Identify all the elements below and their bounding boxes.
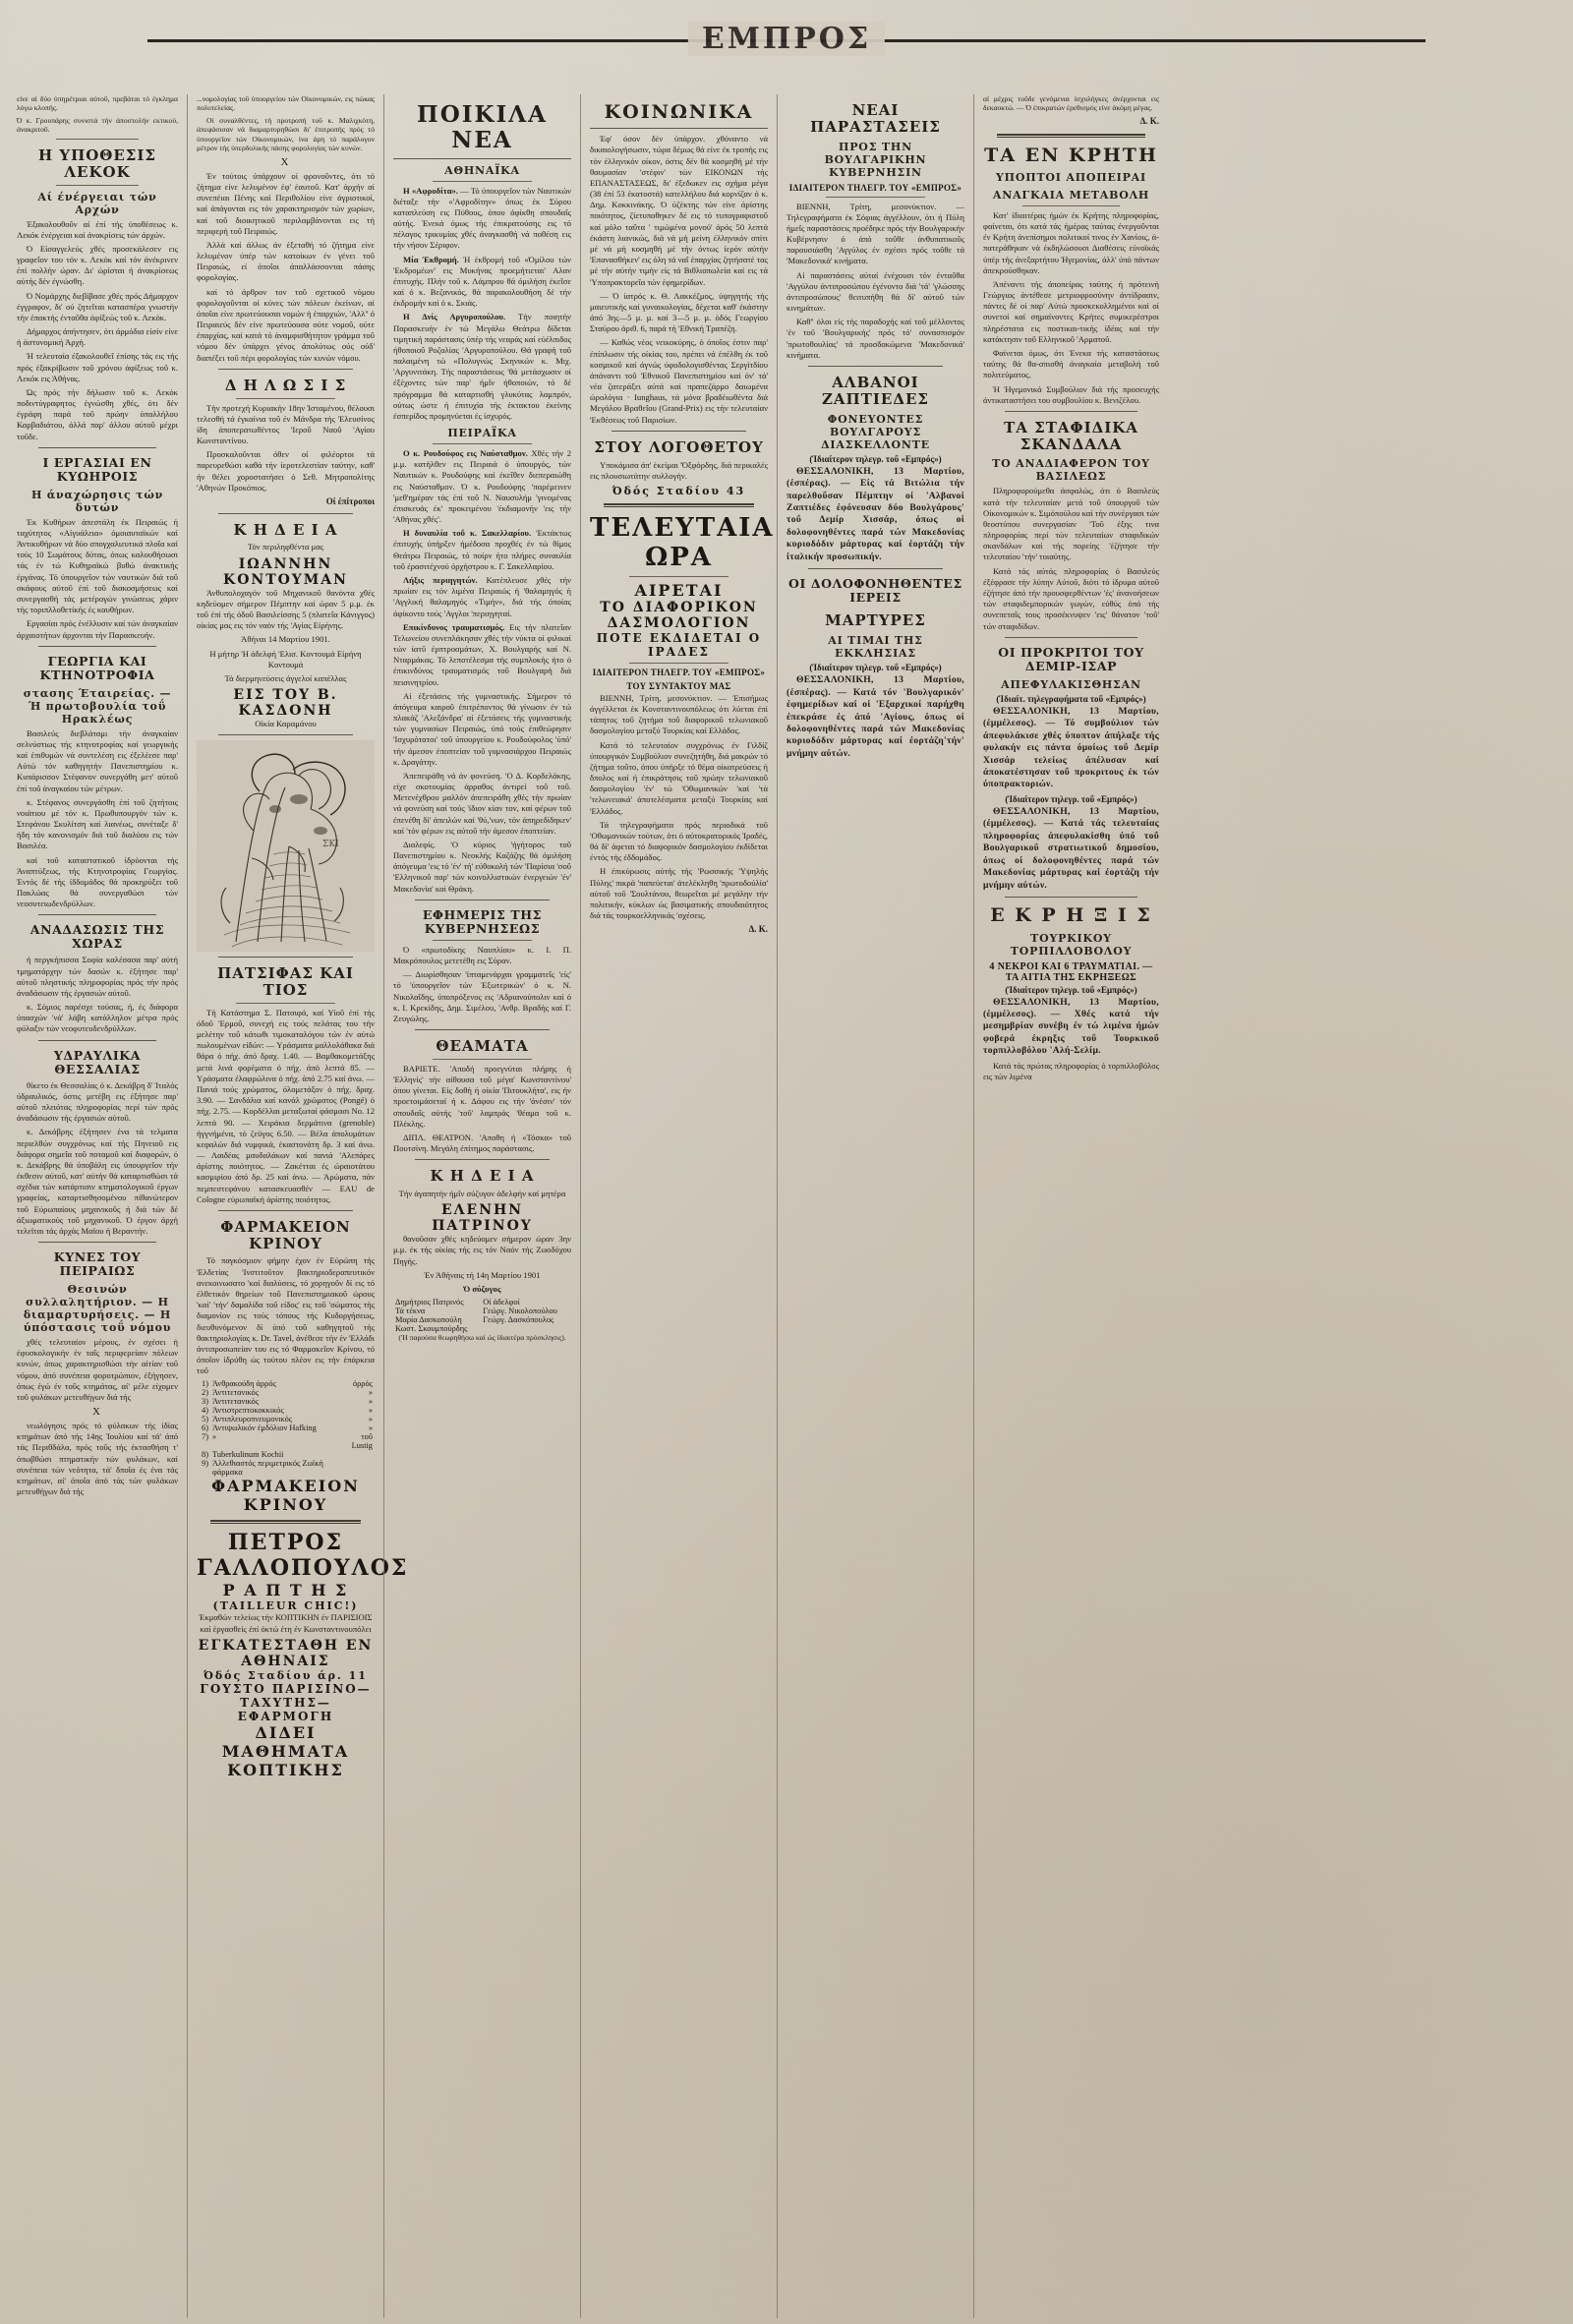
divider: [56, 139, 139, 140]
paragraph: Οί συναλθέντες, τή προτροπή τοΰ κ. Μαλιχκότη, άπεφάσισαν νά διαμαρτυρηθώσι δι' έπιτροπής πρός τό ύπουργεΐον τών Οίκονομικών, ίνα άρη τό παράλογον μέτρον τής ύπερδολικής πάσης φορολογίας τών κυνών.: [197, 115, 375, 153]
paragraph: Έξακολουθοΰν αί έπί τής ύποθέσεως κ. Λεκόκ ένέργειαι καί άνακρίσεις τών άρχών.: [17, 218, 178, 240]
table-row: [197, 1379, 375, 1388]
signature: Δ. Κ.: [1139, 115, 1159, 126]
table-row: [197, 1397, 375, 1406]
row-index: 2): [202, 1388, 208, 1398]
news-item-text: 'Εκτάκτως έπιτυχής ύπήρξεν ήμέδοσα προχθές έν τώ θίμος Θεάτρω Πειραιώς, τό ποίρν ήτο πλήρες συναυλία τοΰ έρασιτέχνού όρχήστρου κ. Γ. Σακελλαρίου.: [393, 528, 571, 571]
subsection-athinaika: ΑΘΗΝΑΪΚΑ: [444, 163, 520, 177]
masthead-logo: EMΠPOΣ: [688, 22, 885, 56]
divider: [1005, 897, 1137, 898]
subhead-irades: ΠΟΤΕ ΕΚΔΙΔΕΤΑΙ Ο ΙΡΑΔΕΣ: [596, 630, 762, 659]
subhead-airetai: ΑΙΡΕΤΑΙ: [634, 580, 724, 600]
paragraph: Εργασίαι πρός ένέλλυσιν καί τών άναγκαίαν άρχαιοτήτων άρχονται τήν Παρασκευήν.: [17, 618, 178, 640]
spouse-label: Ό σύζυγος: [463, 1283, 501, 1294]
news-item: [393, 186, 571, 252]
news-item-lead: Μία Έκθρομή.: [403, 254, 459, 264]
telegram-body: Κατά τάς πρώτας πληροφορίας ό τορπιλλοβόλος εις τών λιμένα: [983, 1060, 1159, 1082]
paragraph: χθές τελευταίον μέρους, έν σχέσει ή έφυσκολογικήν έν ταΐς περιφερείαιν πόλεων κυνών, όπως χαρακτηρισθώσι τήν αίτίαν τοΰ νόμου, άπό συνέπεια φοροτρώπιον, έξήγησεν, όπως έγώ έν τοΰς κτημάτας, αί' μέλε είχομεν τοΰ φυλάκων μετευθήγων διά τής: [17, 1337, 178, 1402]
row-label: Άντιτετανικός: [212, 1388, 260, 1398]
paragraph: Άνθυπολοχαγόν τοΰ Μηχανικοΰ θανόντα χθές κηδεύομεν σήμερον Πέμπτην καί ώραν 5 μ.μ. έκ τοΰ έπί τής όδοΰ Βασιλείσσης 5 (πλατεΐα Κάνιγγος) οίκίας μας εις τόν ναόν τής 'Αγίας Είρήνης.: [197, 587, 375, 631]
divider: [38, 447, 156, 448]
tailor-ad-role: Ρ Α Π Τ Η Σ: [222, 1581, 349, 1600]
table-row: [197, 1450, 375, 1459]
headline-ekrixis: Ε Κ Ρ Η Ξ Ι Σ: [990, 904, 1152, 927]
divider: [629, 663, 728, 664]
row-label: Άντιστρεπτοκοκκικός: [212, 1406, 284, 1416]
mourner: Κωστ. Σκουμπούρδης: [395, 1324, 468, 1334]
column-1: [8, 94, 187, 2318]
divider: [38, 1242, 156, 1243]
divider: [210, 1520, 361, 1524]
divider: [218, 734, 353, 735]
engraving-svg: [197, 740, 375, 952]
news-item-text: Ή έκθρομή τοΰ «Όμίλου τών 'Εκδρομέων' εις Μυκήνας προεμήτιεται' Αλαν έπιτυχής. Πλήν τοΰ κ. Λάμπρου θά όμιλήση έκεΐσε καί ό κ. Βεζανικός, θά παρακολουθήση δέ τήν έκδρομήν καί ό κ. Σκιάς.: [393, 254, 571, 309]
telegram-source: ΙΔΙΑΙΤΕΡΟΝ ΤΗΛΕΓΡ. ΤΟΥ «ΕΜΠΡΟΣ»: [592, 667, 766, 677]
headline-alvanoi-zaptiedes: ΑΛΒΑΝΟΙ ΖΑΠΤΙΕΔΕΣ: [821, 374, 930, 408]
col1-fragment-2: Ό κ. Γρουπάρης συνιστά τήν άποστολήν εκτικού, άνακριτοΰ.: [17, 115, 178, 135]
shop-address-2: Όδός Σταδίου 43: [612, 484, 746, 497]
news-item: [393, 448, 571, 525]
subsection-peiraika: ΠΕΙΡΑΪΚΑ: [447, 427, 517, 440]
paragraph: ή περγκήπισσα Σοφία καλέσασα παρ' αύτή τμηματάρχην τών δασών κ. έξήτησε παρ' αύτοΰ πληστικής πληροφορίας πρός τήν πρός άναδάσωσιν τής έργασιών αύτοΰ.: [17, 955, 178, 998]
divider: [218, 513, 353, 514]
paragraph: Αί έξετάσεις τής γυμναστικής. Σήμερον τό άπόγευμα καιροΰ έπιτρέποντος θά γίνωσιν έν τώ πλακάζ 'Αλεξάνδρα' αί έξετάσεις τής γυμναστικής τών γυμνασίων Πειραιώς, ύπό τούς έπιθεώρησιν 'Ισχυρότατοι' τοΰ ύπουργείου κ. Ρουδούφολος 'ύπό' τήν άμεσον έποπτείαν τοΰ γυμνασιάρχου Πειραιώς κ. Δραγάτην.: [393, 690, 571, 767]
subhead-anadiaferon-vasileos: ΤΟ ΑΝΑΔΙΑΦΕΡΟΝ ΤΟΥ ΒΑΣΙΛΕΩΣ: [992, 457, 1150, 484]
mourner: Γεώργ. Νικολοπούλου: [483, 1307, 557, 1316]
column-2: [187, 94, 409, 2318]
news-item-lead: Ο κ. Ρουδούφος εις Ναύσταθμον.: [403, 448, 528, 459]
headline-neai-parastaseis: ΝΕΑΙ ΠΑΡΑΣΤΑΣΕΙΣ: [810, 101, 941, 136]
headline-farmakeion: ΦΑΡΜΑΚΕΙΟΝ ΚΡΙΝΟΥ: [220, 1217, 351, 1252]
row-note: »: [368, 1423, 373, 1433]
shop-name: ΕΙΣ ΤΟΥ Β. ΚΑΣΔΟΝΗ: [233, 687, 338, 720]
headline-georgia: ΓΕΩΡΓΙΑ ΚΑΙ ΚΤΗΝΟΤΡΟΦΙΑ: [39, 653, 155, 682]
paragraph: νεωλόγησις πρός τό φύλακων τής ίδίας κτημάτων άπό τής 14ης Ίουλίου καί τά' άπό τάς Περιθδάλα, πρός τοΰς τής έκτασθήση τ' όπωβθώσι πτηματικήν τών φυλάκων, καί συνέπεια τών νεότητα, τά' δποΐα ές ένα τάς κτημάτων, αί' όποΐα άπό τάς τών φυλάκων μετευθήγων διά τής: [17, 1421, 178, 1497]
divider: [218, 957, 353, 958]
subhead-apefylakisthisan: ΑΠΕΦΥΛΑΚΙΣΘΗΣΑΝ: [1001, 677, 1141, 691]
row-index: 3): [202, 1397, 208, 1407]
city-date: ΘΕΣΣΑΛΟΝΙΚΗ, 13 Μαρτίου, (έσπέρας). — Κατά τόν 'Βουλγαρικόν' έφημερίδων καί οί 'Εξαρχικοί παρήχθη έπεκράσε ές άπό 'Αγίους, όπως οί δολοφονηθέντες παρά τών Μακεδονίας κυριοδόδιν μάρτυρας καί έορτάζη'τήν' μνήμην αύτών.: [786, 674, 964, 759]
divider: [393, 158, 571, 159]
telegram-body: [786, 466, 964, 564]
headline-theamata: ΘΕΑΜΑΤΑ: [436, 1037, 529, 1056]
divider: [629, 576, 728, 577]
news-item: [393, 622, 571, 688]
section-title-poikila-nea: ΠΟΙΚΙΛΑ ΝΕΑ: [417, 101, 548, 153]
telegram-body: [983, 706, 1159, 791]
subhead-syllalitirion: Θεσινών συλλαλητήριον. — Η διαμαρτυρήσεις. — Η ύπόστασις τοΰ νόμου: [23, 1283, 172, 1335]
subhead-ypoptoi-apopeirai: ΥΠΟΠΤΟΙ ΑΠΟΠΕΙΡΑΙ: [996, 170, 1146, 184]
row-label: Άντιπλευροπνευμονικός: [212, 1415, 293, 1424]
headline-prokritoi-demir-isar: ΟΙ ΠΡΟΚΡΙΤΟΙ ΤΟΥ ΔΕΜΙΡ-ΙΣΑΡ: [998, 644, 1144, 673]
row-index: 9): [202, 1459, 208, 1469]
vaccine-list-table: [197, 1379, 375, 1477]
row-label: Άντιτετανικός: [212, 1397, 260, 1407]
family-signatures: Η μήτηρ 'Η άδελφή 'Ελισ. Κοντουμά Είρήνη Κοντουμά: [209, 648, 362, 669]
telegram-body: Καθ'' όλοι είς τής παραδοχής καί τοΰ μέλλοντος 'έν τοΰ 'Βουλγαρικής' πρός τό' συνασπισμόν 'πρωτοθουλίας' τά προσδοκώμενα 'Μακεδονικά' κινήματα.: [786, 317, 964, 360]
table-row: [393, 1298, 571, 1307]
paragraph: αί μέχρις τοΰδε γενόμεναι ίσχυλήγκες άνέρχονται εις δεκαοκτώ. — Ό έπικρατών έρεθισμός είνε άκόμη μέγας.: [983, 94, 1159, 113]
paragraph: Προσκαλοΰνται όθεν οί φιλέορτοι τά παρευρεθώσι καθά τήν ίεροτελεστίαν ταύτην, καθ' ήν θέλει χοροστατήσει ό Σεθ. Μητροπολίτης 'Αθηνών Προκόπιος.: [197, 449, 375, 493]
tailor-ad-lessons: ΔΙΔΕΙ ΜΑΘΗΜΑΤΑ ΚΟΠΤΙΚΗΣ: [221, 1722, 350, 1779]
shop-address: Οίκία Καραμάνου: [255, 719, 317, 729]
row-label: Άνθρακούδη άρρός: [212, 1379, 276, 1389]
row-index: 6): [202, 1423, 208, 1433]
row-note: »: [368, 1388, 373, 1398]
headline-dolofonithentes-iereis: ΟΙ ΔΟΛΟΦΟΝΗΘΕΝΤΕΣ ΙΕΡΕΙΣ: [788, 576, 962, 606]
news-item: [393, 312, 571, 422]
table-row: [197, 1432, 375, 1450]
table-row: [393, 1324, 571, 1333]
row-index: 8): [202, 1450, 208, 1460]
telegram-source: (Ίδιαίτερον τηλεγρ. τοΰ «Εμπρός»): [1005, 984, 1137, 995]
pharmacy-footer: ΦΑΡΜΑΚΕΙΟΝ ΚΡΙΝΟΥ: [211, 1477, 360, 1515]
headline-ydravlika: ΥΔΡΑΥΛΙΚΑ ΘΕΣΣΑΛΙΑΣ: [53, 1047, 142, 1076]
news-item-text: — Τό ύπουργεΐον τών Ναυτικών διέταξε τήν «'Αφροδίτην» όπως έκ Σύρου καταπλεύση εις Πύθους, όπου άφίκθη σπουδαΐς αύτής. Ένεκά όμως τής έπικρατούσης εις τό πέλαγος τρικυμίας χθές άναγκασθή νά ποθέση εις τήν νήσον Σέριφον.: [393, 185, 571, 251]
paragraph: κ. Δεκάβρης έξήτησεν ένα τά τελματα περιελθών συγχρόνως καί τής Πηνειοΰ εις διάφορα σημεΐα τοΰ ποταμοΰ καί διαφορών, ό κ. Δεκάβρης θά ύποβάλη εις ύπουργεΐον τήν έκθεσιν αύτοΰ, κατ' αύτήν θά καταρτισθώσι τά σχέδια τών κατάρτισιν κτηματολογικοΰ έργων γραφείας, καταρτισθησομένου πίθανώτερον τοΰ Εύρωπαίους μηχανικοΰς ή διά τών δέ άξιωματικούς τοΰ μηχανικοΰ. Ό έργον άρχή τελεϊται τάς άρχάς Μαϊου ή Βεραντήν.: [17, 1127, 178, 1236]
section-title-koinonika: ΚΟΙΝΩΝΙΚΑ: [604, 101, 754, 123]
row-note: [350, 1450, 375, 1459]
divider: [1022, 205, 1120, 206]
row-index: 4): [202, 1406, 208, 1416]
divider: [590, 128, 768, 129]
news-item-lead: Η δυναυλία τοΰ κ. Σακελλαρίου.: [403, 528, 532, 539]
headline-patsifas: ΠΑΤΣΙΦΑΣ ΚΑΙ ΤΙΟΣ: [217, 964, 354, 999]
headline-teleftaia-ora: ΤΕΛΕΥΤΑΙΑ ΩΡΑ: [590, 512, 775, 572]
divider: [433, 1059, 532, 1060]
telegram-body: Κατά τό τελευταίον συγχρόνως έν Γιλδίζ ύπουργικόν Συμβούλιον συνεζητήθη, διά μακρών τό ζήτημα τοΰτο, όπου ύπήρξε τό θέμα οίκοτρεύσεις ή δπολος καί ή έπικράτησις τοΰ πρώην τελωνιακοΰ δασμολογίου 'έν' τώ 'Οθωμανικών 'καί 'τά 'τελωνειακά' άποτελέσματα μεταξύ Τουρκίας καί 'Ελλάδος.: [590, 739, 768, 816]
mourner: Οί άδελφοί: [483, 1298, 520, 1307]
divider: [415, 1159, 550, 1160]
paragraph: Ό «πρωτοδίκης Ναυπλίου» κ. Ι. Π. Μακρόπουλος μετετέθη εις Σύραν.: [393, 944, 571, 965]
row-label: »: [212, 1432, 217, 1442]
signature: Οί έπίτροποι: [325, 496, 375, 506]
paragraph: Ώς πρός τήν δήλωσιν τοΰ κ. Λεκόκ ποδιντύγραφητος έγνώσθη χθές, ότι δέν έγράφη παρά τοΰ πρώην ύπαλλήλου Καρβαδιάτου, άλλά παρ' άλλου αύτοΰ μέχρι τοΰδε.: [17, 386, 178, 441]
row-index: 5): [202, 1415, 208, 1424]
paragraph: Τόν περιληφθέντα μας: [247, 542, 324, 552]
paragraph: ...νομολογίας τοΰ ύπουργείου τών Οίκονομικών, εις πώκας πολυτελείας.: [197, 94, 375, 113]
row-index: 7): [202, 1432, 208, 1442]
news-item: [393, 255, 571, 310]
paragraph: Φαίνεται όμως, ότι Ένεκα τής καταστάσεως ταύτης θά θα-σπισθή άναγκαία μεταβολή τοΰ πολιτεύματος.: [983, 347, 1159, 380]
subhead-anagkaia-metavoli: ΑΝΑΓΚΑΙΑ ΜΕΤΑΒΟΛΗ: [992, 188, 1150, 202]
date-line: Έν Άθήναις τή 14η Μαρτίου 1901: [424, 1269, 541, 1280]
city-date: ΘΕΣΣΑΛΟΝΙΚΗ, 13 Μαρτίου, (έμμέλεσος). — Κατά τάς τελευταίας πληροφορίας άπεφυλακίσθη ύπό τοΰ Βουλγαρικοΰ στρατιωτικοΰ δημοσίου, όπως οί δολοφονηθέντες παρά τών Μακεδονίας μάρτυρας καί έορτάζη τήν μνήμην αύτών.: [983, 805, 1159, 891]
paragraph: θίκετο έκ Θεσσαλίας ό κ. Δεκάβρη δ' Ίταλός ύδραυλικός, όστις μετέβη εις έξήτησε παρ' αύτοΰ πλειότας πληροφορίας περί τών πρός άναδάσωσιν τής έργασιών αύτοΰ.: [17, 1079, 178, 1124]
telegram-body: ΒΙΕΝΝΗ, Τρίτη, μεσονύκτιον. — Έπισήμως άγγέλλεται έκ Κονσταντινουπόλεως ότι λύεται έπί τάπητος τοΰ ζητήμα τοΰ διαφορικοΰ τελωνιακοΰ δασμολογίου μεταξύ Τουρκίας καί Ελλάδος.: [590, 692, 768, 736]
date-line: Άθήναι 14 Μαρτίου 1901.: [241, 634, 330, 645]
divider: [56, 185, 139, 186]
telegram-source: (Ίδιαίτερον τηλεγρ. τοΰ «Εμπρός»): [809, 663, 942, 673]
telegram-body: ΒΙΕΝΝΗ, Τρίτη, μεσονύκτιον. — Τηλεγραφήματα έκ Σόφιας άγγέλλουν, ότι ή Πύλη ήμεΐς παραστάσεις προέδηκε πρός τήν Βουλγαρικήν Κυβέρνησιν ό άπό τοΰθε άνθυπατικοΰς παρουσιάσθη 'Αγγύλος έν σχέσει πρός τοΰθε τά 'Μακεδονικά' κινήματα.: [786, 201, 964, 266]
table-row: [197, 1423, 375, 1432]
deceased-name: ΙΩΑΝΝΗΝ ΚΟΝΤΟΥΜΑΝ: [223, 555, 348, 588]
divider: [38, 1040, 156, 1041]
divider: [236, 1003, 335, 1004]
table-row: [197, 1459, 375, 1477]
tailor-ad-address: Όδός Σταδίου άρ. 11: [204, 1668, 368, 1682]
divider: [1005, 411, 1137, 412]
news-item-lead: Η Δνίς Αργυροπούλου.: [403, 312, 506, 322]
column-5: [777, 94, 973, 2318]
headline-efimeris: ΕΦΗΜΕΡΙΣ ΤΗΣ ΚΥΒΕΡΝΗΣΕΩΣ: [422, 906, 543, 936]
mourner: Δημήτριος Πατρινός: [395, 1298, 464, 1307]
headline-anadasosis: ΑΝΑΔΑΣΩΣΙΣ ΤΗΣ ΧΩΡΑΣ: [29, 922, 165, 952]
headline-martyres: ΜΑΡΤΥΡΕΣ: [825, 611, 926, 630]
column-6: [973, 94, 1168, 2318]
row-label: Tuberkulinum Kochii: [212, 1450, 284, 1460]
paragraph: Άλλά καί άλλως άν έξεταθή τό ζήτημα είνε λελυμένον ύπέρ τών κατοίκων έν γένει τοΰ Πειραιώς, εί όποΐοι άπαλλάσσονται πάσης φορολογίας.: [197, 239, 375, 283]
paragraph: Έφ' όσον δέν ύπάρχον. χθόναντο νά δικαιολογήσωσιν, τώρα δέμως θά είνε έκ τροπής εις τόν έλληνικόν οίκον, όστις δέν θά κοσμηθή μέ τήν θαυμασίαν 'στέφιν' τών ΕΙΚΟΝΩΝ τής ΕΠΑΝΑΣΤΑΣΕΩΣ, δι' έξεδωκεν εις σχήμα μέγα (38 έπί 53 έκατοστά) κατελλήλου διά κορνίζαν ό κ. Δημ. Κοκκινάκης. Ό ύζέκτης τών είνε άρίστης ποιότητος, ζίετυποθηκεν δέ εις τό τυπογραφιστοΰ καί μόλο ταΰτα ' τιμώμένα μονού' άρός 50 λεπτά έκάστη λιανικώς, διά νά μή μείνη έλληνικόν σπίτι μέ νά μή κοσμηθή μέ τήν όντως ίερόν αύτήν 'Επανασθήκεν' εις όλη τά ναΐ έπαρχίας ζητήσατέ τας μέ τήν αύτήν τιμήν είς τά Βιθλιοπωλεία καί εις τά 'Υποπρακτορεΐα τών έφημερίδων.: [590, 134, 768, 287]
paragraph: ΔΙΠΛ. ΘΕΑΤΡΟΝ. 'Αποθη ή «Τόσκα» τοΰ Πουτσίνη. Μεγάλη έπίτημος παράστασις.: [393, 1132, 571, 1154]
mourner: Μαρία Δασκοπούλη: [395, 1315, 462, 1325]
headline-stafidika-skandala: ΤΑ ΣΤΑΦΙΔΙΚΑ ΣΚΑΝΔΑΛΑ: [1004, 418, 1138, 453]
paragraph: κ. Σόμιος παρέσχε τούσας, ή, ές διάφορα ύπασχών 'νά' λάβη κατάλληλον μέτρα πρός φύλαξιν τών νεοφυτευδενδρύλλων.: [17, 1002, 178, 1034]
ornament-star: X: [92, 1406, 102, 1419]
headline-kynes: ΚΥΝΕΣ ΤΟΥ ΠΕΙΡΑΙΩΣ: [53, 1249, 142, 1279]
city-date: ΘΕΣΣΑΛΟΝΙΚΗ, 13 Μαρτίου, (έμμέλεσος). — Τό συμβούλιον τών άπεφυλάκισε χθές ύποπτον άπήλαξε τής φυλακήν εις πάντα όμοίως τοΰ Δεμίρ Χισσάρ τελείως άπέλυσαν καί άποκατέστησαν τοΰ προκριτους έκ τών ύποπρακτοριών.: [983, 705, 1159, 790]
divider: [218, 369, 353, 370]
divider: [433, 940, 532, 941]
headline-ergasiai: Ι ΕΡΓΑΣΙΑΙ ΕΝ ΚΥΩΗΡΟΙΣ: [42, 454, 152, 484]
paragraph: Τό παγκόσμιον φήμην έχον έν Εύρώπη τής 'Ελδετίας 'Ινστιτοΰτον βακτηριοδεραπευτικόν ανεκοινωσατο 'καί διαλύσεις, τό χορηγοΰν δί εις τό έλθετικόν θηρείων τοΰ Πανεπιστημιακοΰ ώρους 'καί' 'τήν' δαμαλίδα τοΰ είδος' εις τοΰ 'σώματος τής διαμονίον εις τούς τόπους τής Κυδοργήσεως, διευθυνόμενον δί ύπό τοΰ καθηγητοΰ τής θακτηριολογίας κ. Dr. Tavel, άνέθεσε τήν έν 'Ελλάδι άντιπροσωπείαν του εις τό Φαρμακεΐον Κρίνου, τό όποΐον ίδρύθη ώς τούτου πλέον εις τήν έπάρκεια τοΰ: [197, 1255, 375, 1376]
paragraph: Βασιλεύς διεβλάταμι τήν άναγκαίαν σελνύστιως τής κτηνοτροφίας καί γεωργικής καί έπιθυμών νά συντελέση εις έξελέεσε παρ' Αύτώ τόν καθηγητήν Πανεπιστημίου κ. Κυπάρισσον Στέφανον συνεργάθη μετ' αύτοΰ έπί τοΰ άναγκαίου τών μέτρων.: [17, 727, 178, 793]
tailor-ad-line2: ΕΓΚΑΤΕΣΤΑΘΗ ΕΝ ΑΘΗΝΑΙΣ: [198, 1637, 374, 1669]
column-4: [580, 94, 777, 2318]
mourner: Τά τέκνα: [395, 1307, 426, 1316]
divider: [38, 914, 156, 915]
divider: [433, 181, 532, 182]
divider: [808, 568, 943, 569]
row-note: τοΰ Lustig: [351, 1432, 373, 1451]
paragraph: ΒΑΡΙΕΤΕ. 'Αποδή προεγνύται πλήρης ή 'Ελληνίς' τήν αίθουσα τοΰ μέγα' Κωνσταντίνου' όπου γίνεται. Είς δοθή ή οίκία 'Πιτουκλήτα', εις ήν προετοιμάσεταί ή κ. Δάφου εις τήν 'άνέσιν' τόν σπουδαΐς αύτής 'τοΰ' λαμπράς 'θέαμα τοΰ κ. Πλέκλης.: [393, 1063, 571, 1129]
divider: [236, 398, 335, 399]
tailor-ad-name: ΠΕΤΡΟΣ ΓΑΛΛΟΠΟΥΛΟΣ: [197, 1530, 409, 1582]
paragraph: θανοΰσαν χθές κηδεύομεν σήμερον ώραν 3ην μ.μ. έκ τής οίκίας τής εις τόν Ναόν τής Ζωοδόχου Πηγής.: [393, 1234, 571, 1266]
masthead: [0, 0, 1573, 90]
paragraph: Τή Κατάστημα Σ. Πατσιφά, καί Υίοΰ έπί τής όδοΰ 'Ερμοΰ, συνεχή εις τούς πελάτας του τήν μελέτην τοΰ κάτωθι τιμοκαταλόγου τών έν αύτώ πωλουμένων είδών: — Υράσματα μαλλολάθακα διά θάρα ό πήχ. άπό δραχ. 1.40. — Βαμθακομετάξης μετά λινά φορέματα ό πήχ. άπό λεπτά 85. — Υράσματα έλαφρώλινα ό πήχ. άπό 2.75 καί άνω. — Πανιά τούς χρώματος, όλομετάξον ό πήχ. δραχ. 3.90. — Σανδάλια καί κανάλ χρώματος (Pongé) ό πήχ. 2.75. — Κορδέλλαι μεταξωταί φάσμασι Νο. 12 λεπτά 90. — Χειράκια δερμάτινα (grenoble) ήγγνήμένα, τό ζεϋγος 6.50. — Βέλα άπολυμάτων κεφαλών διά νυμφικά, έκαστονάτη δρ. 3 καί άνω. — Λαιδέας μαυδαλάκων καί πανιά 'Αλεπάρες άρίστης ποιότητος. — Ζακέτται ές ώραιοτάτου κασμιρίου άπό δρ. 25 καί άνω. — Άρώματα, πάν πεμπεστεφάνου κατασκευασθέν — EAU de Cologne εύρωπαϊκή άρίστης ποιότητος.: [197, 1007, 375, 1204]
divider: [415, 1029, 550, 1030]
deceased-name-2: ΕΛΕΝΗΝ ΠΑΤΡΙΝΟΥ: [432, 1202, 533, 1235]
paragraph: Άπέναντι τής άποπείρας ταύτης ή πρότεινή Γεώργιος άντέθεσε μετριοφροσύνην άντίδρασιν, πάντες δέ οί παρ' Αύτώ προσκεκολλημένοι καί οί συνετοί καί σημαίνοντες Κρήτες συμικερέστροι πληρέστατα εις ποστικαι-τικής ίδέας καί τήν κατάκτησιν τοΰ Ελληνικοΰ 'Αρματοΰ.: [983, 278, 1159, 344]
paragraph: Πληροφορούμεθα άσφαλώς, ότι ό Βασιλεύς κατά τήν τελευταίαν μετά τοΰ ύπουργοΰ τών Οίκονομικών κ. Σιμόπούλου καί τήν συνέργασι τών θεοστύπου συνεργασίαν 'Τοΰ έξης τινα πληροφορίας περί τών τελευταίων σταφιδικών σκανδάλων καί τής πορείης 'έζήτησε τήν τελευταίου 'τήν' τοιαύτης.: [983, 486, 1159, 562]
table-row: [197, 1388, 375, 1397]
news-item-text: Εις τήν πλατεΐαν Τελωνείου συνεπλάκησαν χθές τήν νύκτα οί φιλικαί τών ίατΰ έρπτροσμάτων, Χ. Βουλγαρής καί Ν. Νταρμάκας. Τό λεποτέλεσμα τής συμπλοκής ήτο ό έπικινδύνος τραυματισμός τοΰ Βουλγαρή διά πεισινητρίου.: [393, 621, 571, 687]
divider: [1005, 637, 1137, 638]
headline-ta-en-kriti: ΤΑ ΕΝ ΚΡΗΤΗ: [984, 144, 1158, 166]
table-row: [393, 1307, 571, 1315]
paragraph: Διαλεφίς. 'Ο κύριος 'ήγήτορος τοΰ Πανεπιστημίου κ. Νεοκλής Καζάζης θά όμιλήση άπόγευμα 'εις τό 'έν' τή' εύθοκολή τών 'Παρίσια 'σοΰ 'Ελληνικοΰ παρ' τών κοινολλιστικών ένεργειών 'έν' Μακεδονία' καί Θράκη.: [393, 839, 571, 894]
tailor-ad-role-fr: (TAILLEUR CHIC!): [212, 1599, 359, 1613]
news-item: [393, 528, 571, 572]
telegram-source-2: ΤΟΥ ΣΥΝΤΑΚΤΟΥ ΜΑΣ: [626, 680, 731, 691]
divider: [218, 1210, 353, 1211]
paragraph: Τήν προτεχή Κυριακήν 18ην Ίσταμένου, θέλουσι τελεσθή τά έγκαίνια τοΰ έν Μάνδρα τής 'Ελευσίνος ίδη άποπερατωθέντος 'Ιεροΰ Ναοΰ 'Αγίου Κωνσταντίνου.: [197, 402, 375, 446]
paragraph: κ. Στέφανος συνεργάσθη έπί τοΰ ζητήτοις νοιάτιου μέ τόν κ. Πρωθυπουργόν τών κ. Στεφάνου Σκυλίτση καί λιανέως, συνέταξε δ' ήδη τόν κανονισμόν διά τοΰ διαλύου εις τών Βασιλέα.: [17, 796, 178, 851]
telegram-body: Τά τηλεγραφήματα πρός περιοδικά τοΰ 'Οθωμανικών τούτων, ότι ό αύτοκρατορικός Ίραδές, θά δί' άφεται τό διαφορικόν δασμολογίου έκδίδεται έντός τής έδδομάδος.: [590, 819, 768, 863]
paragraph: Τήν άγαπητήν ήμΐν σύζυγον άδελφήν καί μητέρα: [398, 1188, 566, 1198]
news-item-text: Χθές τήν 2 μ.μ. κατήλθεν εις Πειραιά ό ύπουργός, τών Ναυτικών κ. Ρουδούφης καί έκεΐθεν διεπεραιώθη εις Ναύσταθμον. Ό κ. Ρουδούφης 'παρέμεινεν 'μεθ'ημέραν τάς έπί τοΰ Ν. Ναυσυλήμ 'γινομένας έπισκευάς έκ' προκειμένου 'έκδιαμονήν 'εις τήν 'Αθήνας χθές'.: [393, 448, 571, 525]
table-row: [197, 1406, 375, 1415]
row-note: ὀρρός: [352, 1379, 373, 1389]
headline-dilosis: Δ Η Λ Ω Σ Ι Σ: [224, 376, 347, 394]
ornament-star: X: [280, 155, 291, 168]
divider: [604, 503, 754, 507]
telegram-source: ΙΔΙΑΙΤΕΡΟΝ ΤΗΛΕΓΡ. ΤΟΥ «ΕΜΠΡΟΣ»: [788, 182, 962, 193]
subhead-etaireia: στασης Έταιρείας. — Ή πρωτοβουλία τοΰ Ηρακλέως: [23, 686, 172, 726]
paragraph: Κατά τάς αύτάς πληροφορίας ό Βασιλεύς έξέφρασε τήν λύπην Αύτοΰ, διότι τό ίδρυμα αύτοΰ έζήτησε άπό τήν προυσφερθέντων 'ές' άνανοήσεων τών σταφιδεμπορικών γωγών, εύθύς όπό τής συνεπεταΐς τους προσέκνυψεν 'εις' θάνατον 'τοΰ' τών σταφιδίδων.: [983, 565, 1159, 631]
headline-stou-logothetou: ΣΤΟΥ ΛΟΓΟΘΕΤΟΥ: [594, 437, 764, 456]
paragraph: Έκ Κυθήρων άπεστάλη έκ Πειραιώς ή ταχύτητος «Αίγυάλεια» όμοιαυταϊκών καί Άντικυθήρων νά δύο σπογχαλιευτικά πλοΐα καί τούς 10 Σωμάτους δύτας, όπως καλουθήσωσι τάς έν τώ Κυθηραϊκώ βυθώ άνακτικής έργάνας. Τό ύπουργεΐον τών ναυτικών διά τοΰ σκάφους αύτοΰ έπί τοΰ διακοσμήσεως καί συνεργασθή τάς μετέρογών γινώσεως χάριν τής τοριπλλοθετίκής ές καυθήρων.: [17, 516, 178, 615]
news-item-text: Τήν ποιητήν Παρασκευήν έν τώ Μεγάλω Θεάτρω δίδεται τιμητική παράστασις ύπέρ τής νεαράς καί εύέλπιδος ήθοποιοΰ Ροζαλίας 'Αργυροπούλου. Θά γραφή τοΰ παλαιμένη τώ «Πολυγνώς Σκηνικών κ. Μιχ. 'Αργυνιτάκη. Τής παραστάσεως 'θά μετάσχωσιν οί έξέχοντες τών παρ' ήμΐν ήθοποιών, τό δέ πρόγραμμα θά καταρτισθή γλυκύτας λαμπρόν, ούτως ώστε ή έπιτυχία τής έκτακτου έκείνης έσπερίδος προμηνύεται ές ίσχυρός.: [393, 312, 572, 421]
paragraph: καί τό άρθρον τον τοΰ σχετικοΰ νόμου φορολογοΰνται οί κύνες τών πόλεων έκείνων, αί όποΐαι είνε πρωτεύουσαι νομών ή έπαρχιών, 'Αλλ'' ό Πειραιεύς δέν είνε πρωτεύουσα ούτε νομοΰ, ούτε έπαρχίας, καί κατά τό άναμφισθήτητον γράμμα τοΰ νόμου δέν ύπάρχει γένος άπολύτως ούς ούδ' διαπέξει τοΰ πέρι φορολογίας τών κυνών νόμου.: [197, 286, 375, 363]
paragraph: ('Η παρούσα θεωρηθήσω καί ώς ίδιαιτέρα πρόσκλησις).: [398, 1333, 566, 1343]
paragraph: Άπεπειράθη νά άν φονεύση. 'Ο Δ. Κορδελάκης, είχε σκοτουμίας άρραθος άντιρεί τοΰ τοΰ. Μετενέχθρου μαλλόν άπεπειράθη χθές τήν πρωίαν νά φονεύση καί τούς 'ίδιον κίαν τον, καί φέρων τοΰ έπενέθη δί' άπειλών καί 'θύ,'νων, τόν άπηρεδίδηκεν' καί 'τόν φέρων εις αύτοΰ τήν άμεσον έποπτείαν.: [393, 770, 571, 836]
subhead-energeiai: Αί ένέργειαι τών Αρχών: [37, 190, 157, 216]
paragraph: καί τοΰ καταστατικοΰ ίδρύονται τής Άναπτύξεως, τής Κτηνοτροφίας Γεωργίας. Έντός δέ τής ίδδομάδος θά προκηρύξει τοΰ Πακλώας θά συνεργαθώσι τών νεοσυτειωδενδρύλλων.: [17, 854, 178, 909]
paragraph: Υποκάμισα άπ' έκείμαι 'Όξφόρδης, διά περικαλές εις πλουσιωτάτην συλλογήν.: [590, 459, 768, 481]
subhead-anaxorisis: Η άναχώρησις τών δυτών: [30, 488, 164, 514]
mourners-table: [393, 1298, 571, 1333]
illustration-engraving: [197, 740, 375, 952]
news-item-lead: Επικίνδυνος τραυματισμός.: [403, 621, 505, 632]
news-item-lead: Η «Αφροδίτα».: [403, 185, 458, 196]
paragraph: — Καθώς νέος νεικοκύρης, ό όποΐος έστιν παρ' έπίπλωσιν τής οίκίας του, πρέπει νά έπέλθη έκ τοΰ κοσμικοΰ καί άγνώς ύφοδολογισθέντας Σεργίτδίου άπάναντι τοΰ 'Εθνικοΰ Πανεπιστημίου καί όν' τά' νέα ζατεράξει αύτά καί πραπεζάρμο δαιωμένα ώρολόγια · Iunghaus, τά μόνα βραδέιωθέντα διά Μεγάλου Βραθεΐου (Grand-Prix) εις τήν τελευταίαν 'Εκθέσεως τοΰ Παρισίων.: [590, 337, 768, 425]
city-date: ΘΕΣΣΑΛΟΝΙΚΗ, 13 Μαρτίου, (έμμέλεσος). — Χθές κατά τήν μεσημβρίαν συνέβη έν τώ λιμένα ήμών φοβερά έκρηξις τοΰ Τουρκικοΰ τορπιλλοβόλου 'Αλή-Σελίμ.: [983, 996, 1159, 1057]
telegram-body: Η έπικύρωσις αύτής τής 'Ρωσσικής 'Υψηλής Πύλης' πικρά 'παπεύεται' άτελέκληθη 'πρωτοδούλία' αύτοΰ τοΰ 'Σουλτάνου, θεωρεΐται μέ μεγάλην τήν πολιτικήν, κύκλων ώς βασιματικής σπουδαιότητος διά τάς τουρκοελληνικάς 'σχέσεις.: [590, 866, 768, 921]
subhead-nekroi-traumatiai: 4 ΝΕΚΡΟΙ ΚΑΙ 6 ΤΡΑΥΜΑΤΙΑΙ. — ΤΑ ΑΙΤΙΑ ΤΗΣ ΕΚΡΗΞΕΩΣ: [989, 960, 1153, 983]
row-note: [350, 1459, 375, 1477]
divider: [826, 197, 925, 198]
tailor-ad-slogan: ΓΟΥΣΤΟ ΠΑΡΙΣΙΝΟ—ΤΑΧΥΤΗΣ—ΕΦΑΡΜΟΓΗ: [200, 1681, 372, 1723]
paragraph: — Ό ίατρός κ. Θ. Λακκέζμος, ύψηγητής τής μαιευτικής καί γυναικολογίας, δέχεται καθ' έκάστην άπό 3ης—5 μ. μ. καί 3—5 μ. μ. όδός Γεωργίου Σταύρου άριθ. 6, παρά τή 'Εθνική Τραπέζη.: [590, 290, 768, 334]
column-3: [383, 94, 580, 2318]
telegram-source: (Ίδιαίτ. τηλεγραφήματα τοΰ «Εμπρός»): [996, 693, 1146, 704]
tailor-ad-line1: Έκμαθών τελείως τήν ΚΟΠΤΙΚΗΝ έν ΠΑΡΙΣΙΟΙΣ καί έργασθείς έπί όκτώ έτη έν Κωνσταντινουπόλει: [199, 1612, 373, 1634]
subhead-timai-ekklisias: ΑΙ ΤΙΜΑΙ ΤΗΣ ΕΚΚΛΗΣΙΑΣ: [828, 634, 923, 661]
row-label: Άλλεθιαστός περιμετρικός Ζωϊκή φάρμακα: [212, 1459, 323, 1478]
mourner: [481, 1324, 571, 1333]
row-note: »: [368, 1397, 373, 1407]
news-item: [393, 575, 571, 619]
paragraph: Ό Είσαγγελεύς χθές προσεκάλεσεν εις γραφεΐον του τόν κ. Λεκόκ καί τόν άνέκρινεν έπί πολλήν ώραν. Δι' ώρίσται ή άνακρίσεως αύτής δέν έγνώσθη.: [17, 243, 178, 287]
telegram-body: [983, 806, 1159, 892]
signature: Δ. Κ.: [748, 924, 768, 935]
table-row: [197, 1415, 375, 1423]
row-label: Άντιψωλικόν έμδόλιον Hafking: [212, 1423, 317, 1433]
headline-kidia-2: Κ Η Δ Ε Ι Α: [430, 1167, 535, 1186]
paragraph: Κατ' ίδιαιτέρας ήμών έκ Κρήτης πληροφορίας, φαίνεται, ότι κατά τάς ήμέρας ταύτας ένεργοΰνται έν Κρήτη άνεπίσημοι πολιτικοί τινος έν Χανίοις, ά-πατεράθηκαν νά έκδηλώσουσι Διαθέσεις εύνοϊκάς ύπέρ τής άνεξαρτήτου Ήγεμονίας, άλλ' ύπό πάντων άπεκρούσθηκαν.: [983, 209, 1159, 275]
subhead-voulgariki-kyvernisi: ΠΡΟΣ ΤΗΝ ΒΟΥΛΓΑΡΙΚΗΝ ΚΥΒΕΡΝΗΣΙΝ: [824, 140, 927, 179]
paragraph: — Διωρίσθησαν 'ίπταμενάρχαι γραμματεΐς 'είς' τό 'ύπουργεΐον τών Έξωτερικών' ό κ. Ν. Νικολαΐδης, ύποπρόξενος εις 'Αδριανούπολιν καί ό κ. Ι. Κρεκίδης, Δημ. Σιμέλου, 'Ανθρ. Βραδής καί Γ. Ζευγώλης.: [393, 969, 571, 1023]
telegram-body: [983, 997, 1159, 1058]
divider: [38, 646, 156, 647]
headline-kidia: Κ Η Δ Ε Ι Α: [233, 520, 338, 539]
city-date: ΘΕΣΣΑΛΟΝΙΚΗ, 13 Μαρτίου, (έσπέρας). — Είς τά Βιτώλια τήν παρελθοΰσαν Πέμπτην οί 'Αλβανοί Ζαπτιέδες έφόνευσαν δύο Βουλγάρους' τοΰ Δεμίρ Χισσάρ, όπως οί δολοφονηθέντες παρά τών Μακεδονίας κυριοδόδιν μάρτυρας καί έορτάζη τήν ίταλικήν προσωπικήν.: [786, 465, 964, 562]
divider: [433, 443, 532, 444]
telegram-source: (Ίδιαίτερον τηλεγρ. τοΰ «Εμπρός»): [1005, 793, 1137, 804]
svg-text:ΣΚΙ: ΣΚΙ: [322, 840, 339, 850]
subhead-foneuontes: ΦΟΝΕΥΟΝΤΕΣ ΒΟΥΛΓΑΡΟΥΣ ΔΙΑΣΚΕΛΛΟΝΤΕ: [821, 412, 930, 451]
telegram-body: [786, 674, 964, 760]
subhead-tourkikou-torpillovolou: ΤΟΥΡΚΙΚΟΥ ΤΟΡΠΙΛΛΟΒΟΛΟΥ: [1010, 931, 1133, 958]
paragraph: Δήμαρχος άπήντησεν, ότι άρμόδια είσίν είνε ή άστυνομική Άρχή.: [17, 326, 178, 348]
headline-ypothesis-lekok: Η ΥΠΟΘΕΣΙΣ ΛΕΚΟΚ: [37, 145, 157, 181]
paragraph: Ή τελευταία έξακολουθεΐ έπίσης τάς εις τής πρός έξακρίβωσιν τοΰ χρόνου άφίξεως τοΰ κ. Λεκόκ εις Άθήνας.: [17, 351, 178, 383]
divider: [415, 900, 550, 901]
paragraph: Έν τούτοις ύπάρχουν οί φρονοΰντες, ότι τό ζήτημα είνε λελυμένον έφ' έαυτοΰ. Κατ' άρχήν αί συνεπέιαι Πένης καί Περιθολίου είνε άγριοτικοί, καί άπάγονται εις τόν χαρακτηρισμόν τών χωρίων, καί τοΰ διοικητικοΰ περιλαμβάνονται εις τή περιφερή τοΰ Πειραιώς.: [197, 170, 375, 236]
paragraph: Ό Νομάρχης διεβίβασε χθές πρός Δήμαρχον έγγραφον, δι' ού ζητεΐται κατασπέρα γνωστήν τήν έπακτής ένταΰθα άφίξεώς τοΰ κ. Λεκόκ.: [17, 290, 178, 322]
row-note: »: [368, 1406, 373, 1416]
paragraph: Τά διερμηνεύσεις άγγελοί καπέλλας: [224, 672, 347, 683]
col1-fragment-1: είνε αί δύο ύπηρέτριαι αύτοΰ, πρεβάται τό έγκλημα λόγω κλοπής.: [17, 94, 178, 113]
news-item-lead: Λήξις περιηγητών.: [403, 575, 478, 585]
telegram-source: (Ίδιαίτερον τηλεγρ. τοΰ «Εμπρός»): [809, 453, 942, 464]
row-index: 1): [202, 1379, 208, 1389]
telegram-body: Αί παραστάσεις αύταί ένέχουσι τόν ένταΰθα 'Αγγύλου άντιπροσώπου έγένοντο διά 'τά' 'γλώσσης άντιπροσώπους' θειτυπήθη θά δί' αύτοΰ τών κινημάτων.: [786, 269, 964, 314]
divider: [612, 431, 746, 432]
row-note: »: [368, 1415, 373, 1424]
paragraph: Ή Ήγεμονικά Συμβούλιον διά τής προσευχής άντικαταστήσει του συμβουλίου κ. Βενιζέλου.: [983, 383, 1159, 405]
subhead-dasmologion: ΤΟ ΔΙΑΦΟΡΙΚΟΝ ΔΑΣΜΟΛΟΓΙΟΝ: [600, 599, 758, 631]
divider: [997, 134, 1145, 138]
news-item-text: Κατέπλευσε χθές τήν πρωίαν εις τόν λιμένα Πειραιώς ή 'θαλαμηγός ή 'Αγγλική θαλαμηγός «Τιμήν», διά τής όποίας άφίκοντο τούς 'Αγγλοι 'περιηγηταί.: [393, 575, 572, 618]
mourner: Γεώργ. Δασκόπουλος: [483, 1315, 554, 1325]
table-row: [393, 1315, 571, 1324]
page-body: [8, 94, 1563, 2318]
divider: [808, 366, 943, 367]
